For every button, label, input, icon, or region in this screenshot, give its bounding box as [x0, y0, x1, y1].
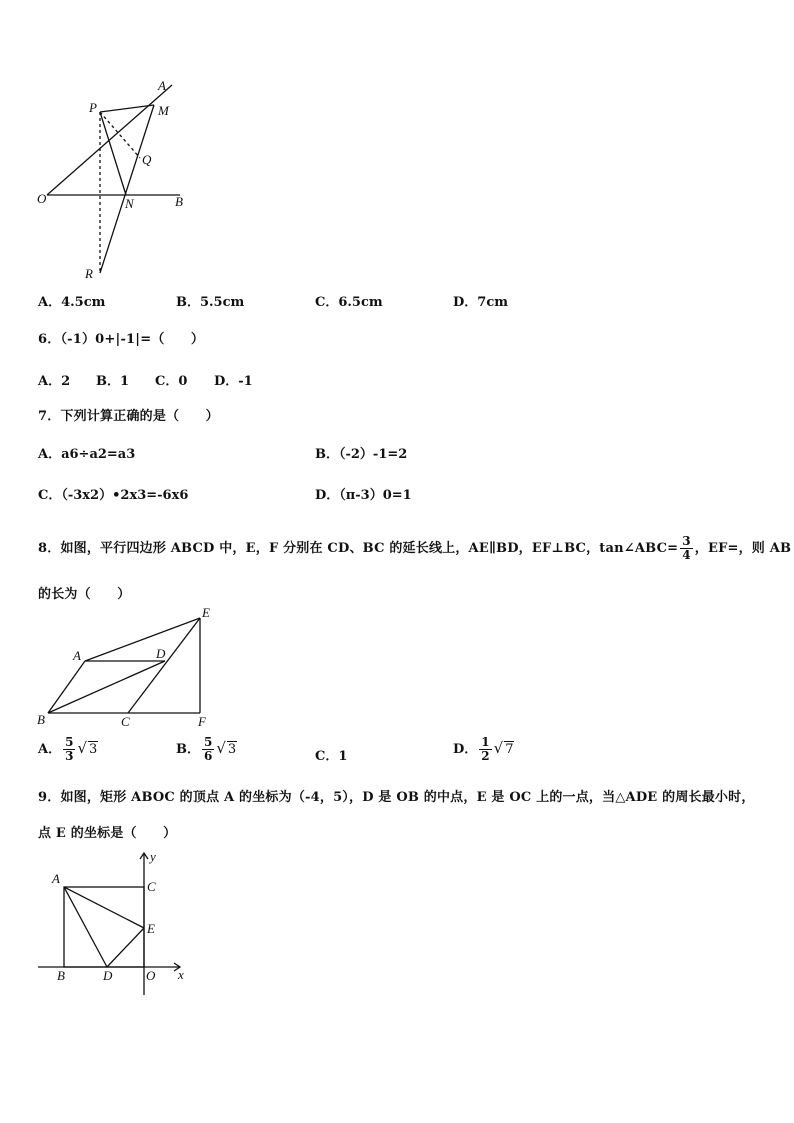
q9-stem-line2: 点 E 的坐标是（ ）	[38, 826, 177, 841]
tan-denominator: 4	[682, 548, 691, 562]
q8-option-b-label: B．	[176, 742, 200, 757]
label-F: F	[198, 714, 206, 729]
q8-a-num: 5	[65, 735, 74, 749]
label-D: D	[156, 646, 166, 661]
figure-angle-reflection	[30, 75, 200, 285]
q5-option-b: B．5.5cm	[176, 295, 245, 310]
label-C: C	[147, 879, 156, 894]
q8-stem-part2: ，EF=，则 AB	[694, 541, 792, 556]
q6-option-d: D．-1	[214, 374, 253, 389]
segment-DE	[107, 928, 144, 967]
q5-option-d: D．7cm	[453, 295, 508, 310]
q8-a-den: 3	[65, 749, 74, 763]
figure-parallelogram	[30, 605, 220, 730]
q9-stem-line1: 9．如图，矩形 ABOC 的顶点 A 的坐标为（-4，5），D 是 OB 的中点，E 是 OC 上的一点，当△ADE 的周长最小时，	[38, 790, 755, 805]
label-E: E	[202, 605, 210, 620]
q6-option-b: B．1	[96, 374, 130, 389]
q8-b-radicand: 3	[227, 742, 237, 757]
label-O: O	[37, 191, 47, 206]
q8-stem-line1	[38, 535, 791, 562]
label-D: D	[103, 968, 113, 983]
tan-numerator: 3	[682, 534, 691, 548]
q5-option-a: A．4.5cm	[38, 295, 106, 310]
q7-stem: 7．下列计算正确的是（ ）	[38, 409, 219, 424]
q8-b-num: 5	[204, 735, 213, 749]
segment-PN	[100, 112, 126, 195]
q8-option-d-label: D．	[453, 742, 478, 757]
label-C: C	[121, 714, 130, 729]
label-A: A	[158, 78, 166, 93]
label-x: x	[178, 967, 184, 982]
q6-option-c: C．0	[155, 374, 188, 389]
label-N: N	[125, 196, 134, 211]
q5-option-c: C．6.5cm	[315, 295, 383, 310]
label-A: A	[73, 648, 81, 663]
q6-option-a: A．2	[38, 374, 71, 389]
q8-stem-line2: 的长为（ ）	[38, 587, 131, 602]
q8-d-radicand: 7	[505, 742, 514, 757]
q7-option-b: B．（-2）-1=2	[315, 447, 408, 462]
label-B: B	[175, 194, 183, 209]
ray-OA	[47, 85, 172, 195]
q7-option-c: C．（-3x2）•2x3=-6x6	[38, 488, 189, 503]
rectangle-ABOC	[64, 887, 144, 967]
label-O: O	[146, 968, 156, 983]
label-B: B	[37, 712, 45, 727]
q8-b-den: 6	[204, 749, 213, 763]
figure-coordinate-rectangle	[30, 845, 200, 1005]
segment-CE	[128, 618, 200, 713]
label-y: y	[150, 849, 156, 864]
segment-AD	[64, 887, 107, 967]
q7-option-d: D．（π-3）0=1	[315, 488, 412, 503]
q6-stem: 6．（-1）0+|-1|=（ ）	[38, 332, 205, 347]
q8-a-radicand: 3	[89, 742, 98, 757]
q8-d-den: 2	[481, 749, 490, 763]
q8-option-a: A． $\frac{5}{3}$ √ 3	[38, 735, 98, 763]
label-M: M	[158, 103, 169, 118]
tan-fraction	[680, 535, 693, 562]
q8-stem-part1: 8．如图，平行四边形 ABCD 中，E，F 分别在 CD、BC 的延长线上，AE∥BD，EF⊥BC，tan∠ABC=	[38, 541, 679, 556]
q7-option-a: A．a6÷a2=a3	[38, 447, 136, 462]
q8-d-num: 1	[481, 735, 490, 749]
label-A: A	[52, 871, 60, 886]
segment-MR	[100, 105, 154, 273]
segment-AE	[85, 618, 200, 661]
q8-option-d: D． $\frac{1}{2}$ √ 7	[453, 735, 514, 763]
label-P: P	[89, 100, 97, 115]
label-R: R	[85, 266, 93, 281]
q8-option-c: C．1	[315, 749, 348, 764]
label-B: B	[57, 968, 65, 983]
label-Q: Q	[142, 152, 152, 167]
label-E: E	[147, 921, 155, 936]
q8-option-a-label: A．	[38, 742, 62, 757]
q8-option-b: B． $\frac{5}{6}$ √ 3	[176, 735, 237, 763]
segment-AE	[64, 887, 144, 928]
